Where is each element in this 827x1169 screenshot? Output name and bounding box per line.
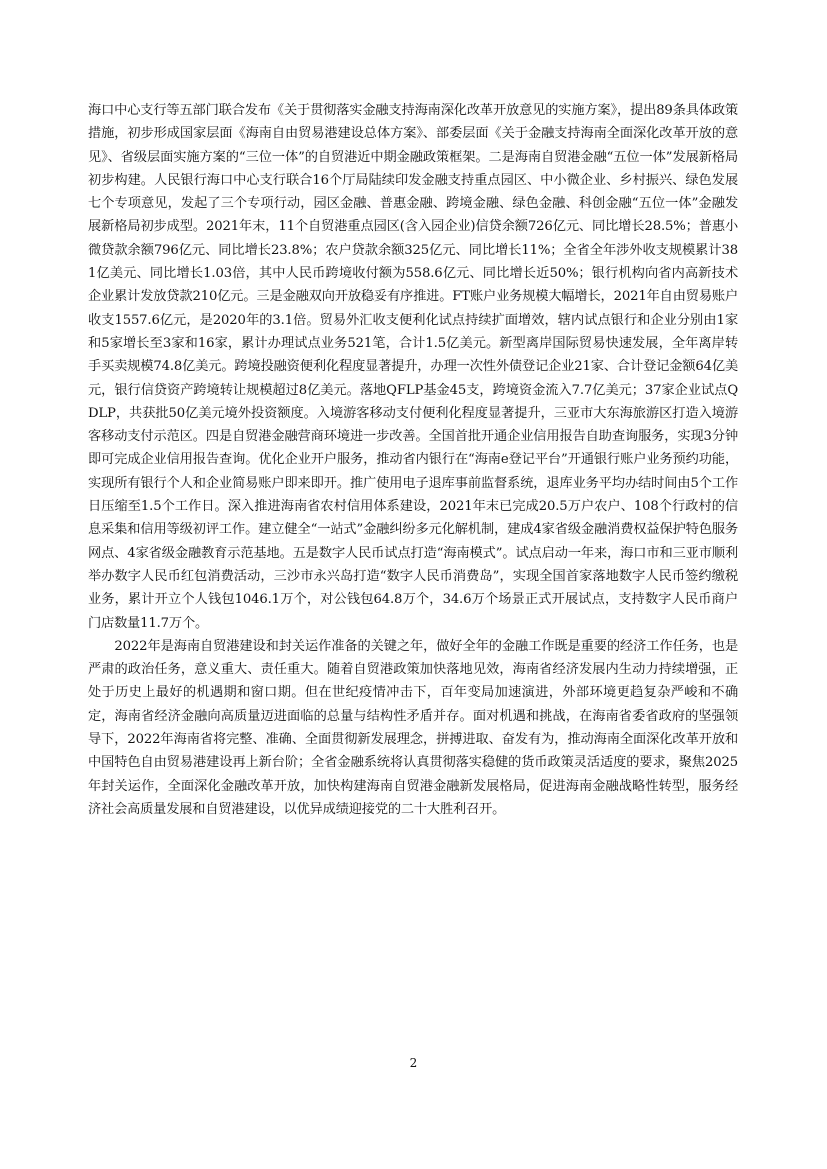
paragraph-outlook-2022: 2022年是海南自贸港建设和封关运作准备的关键之年，做好全年的金融工作既是重要的经济工作任务，也是严肃的政治任务，意义重大、责任重大。随着自贸港政策加快落地见效，海南省经济发展内生动力持续增强，正处于历史上最好的机遇期和窗口期。但在世纪疫情冲击下，百年变局加速演进，外部环境更趋复杂严峻和不确定，海南省经济金融向高质量迈进面临的总量与结构性矛盾并存。面对机遇和挑战，在海南省委省政府的坚强领导下，2022年海南省将完整、准确、全面贯彻新发展理念，拼搏进取、奋发有为，推动海南全面深化改革开放和中国特色自由贸易港建设再上新台阶；全省金融系统将认真贯彻落实稳健的货币政策灵活适度的要求，聚焦2025年封关运作，全面深化金融改革开放，加快构建海南自贸港金融新发展格局，促进海南金融战略性转型，服务经济社会高质量发展和自贸港建设，以优异成绩迎接党的二十大胜利召开。 (88, 638, 738, 817)
page-number: 2 (409, 1056, 418, 1070)
paragraph-continued: 海口中心支行等五部门联合发布《关于贯彻落实金融支持海南深化改革开放意见的实施方案》，提出89条具体政策措施，初步形成国家层面《海南自由贸易港建设总体方案》、部委层面《关于金融支持海南全面深化改革开放的意见》、省级层面实施方案的“三位一体”的自贸港近中期金融政策框架。二是海南自贸港金融“五位一体”发展新格局初步构建。人民银行海口中心支行联合16个厅局陆续印发金融支持重点园区、中小微企业、乡村振兴、绿色发展七个专项意见，发起了三个专项行动，园区金融、普惠金融、跨境金融、绿色金融、科创金融“五位一体”金融发展新格局初步成型。2021年末，11个自贸港重点园区(含入园企业)信贷余额726亿元、同比增长28.5%；普惠小微贷款余额796亿元、同比增长23.8%；农户贷款余额325亿元、同比增长11%；全省全年涉外收支规模累计381亿美元、同比增长1.03倍，其中人民币跨境收付额为558.6亿元、同比增长近50%；银行机构向省内高新技术企业累计发放贷款210亿元。三是金融双向开放稳妥有序推进。FT账户业务规模大幅增长，2021年自由贸易账户收支1557.6亿元，是2020年的3.1倍。贸易外汇收支便利化试点持续扩面增效，辖内试点银行和企业分别由1家和5家增长至3家和16家，累计办理试点业务521笔，合计1.5亿美元。新型离岸国际贸易快速发展，全年离岸转手买卖规模74.8亿美元。跨境投融资便利化程度显著提升，办理一次性外债登记企业21家、合计登记金额64亿美元，银行信贷资产跨境转让规模超过8亿美元。落地QFLP基金45支，跨境资金流入7.7亿美元；37家企业试点QDLP，共获批50亿美元境外投资额度。入境游客移动支付便利化程度显著提升，三亚市大东海旅游区打造入境游客移动支付示范区。四是自贸港金融营商环境进一步改善。全国首批开通企业信用报告自助查询服务，实现3分钟即可完成企业信用报告查询。优化企业开户服务，推动省内银行在“海南e登记平台”开通银行账户业务预约功能，实现所有银行个人和企业简易账户即来即开。推广使用电子退库事前监督系统，退库业务平均办结时间由5个工作日压缩至1.5个工作日。深入推进海南省农村信用体系建设，2021年末已完成20.5万户农户、108个行政村的信息采集和信用等级初评工作。建立健全“一站式”金融纠纷多元化解机制，建成4家省级金融消费权益保护特色服务网点、4家省级金融教育示范基地。五是数字人民币试点打造“海南模式”。试点启动一年来，海口市和三亚市顺利举办数字人民币红包消费活动，三沙市永兴岛打造“数字人民币消费岛”，实现全国首家落地数字人民币签约缴税业务，累计开立个人钱包1046.1万个，对公钱包64.8万个，34.6万个场景正式开展试点，支持数字人民币商户门店数量11.7万个。 (88, 103, 738, 631)
document-body (88, 99, 738, 821)
